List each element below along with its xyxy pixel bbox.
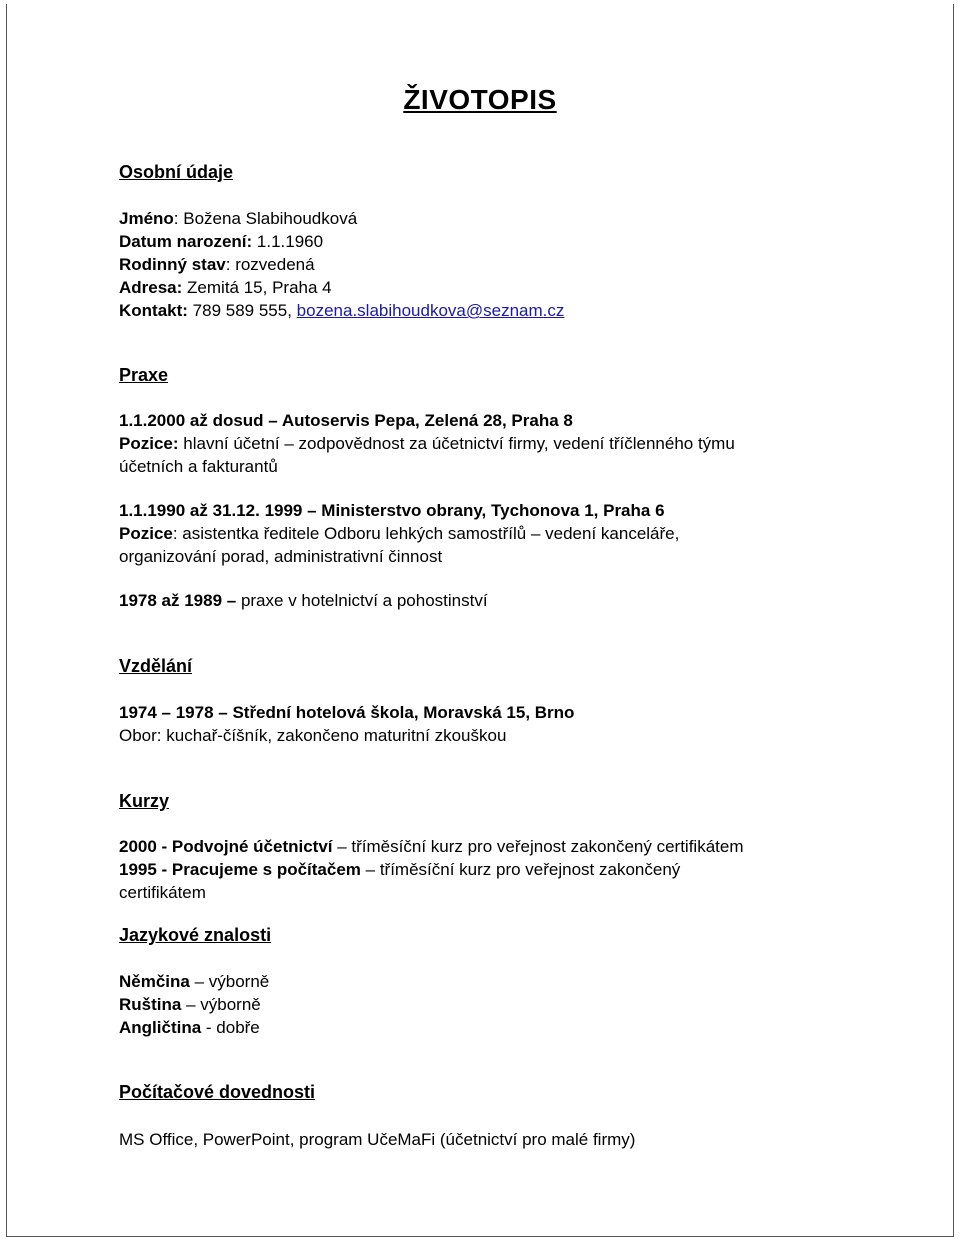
address-value: Zemitá 15, Praha 4 — [182, 278, 332, 297]
language-level: – výborně — [181, 995, 261, 1014]
language-name: Angličtina — [119, 1018, 202, 1037]
section-heading-practice: Praxe — [119, 365, 169, 385]
document-page — [6, 4, 954, 1237]
marital-label: Rodinný stav — [119, 255, 226, 274]
address-label: Adresa: — [119, 278, 183, 297]
contact-line — [119, 299, 564, 322]
job3-text: praxe v hotelnictví a pohostinství — [236, 591, 488, 610]
job1-position-label: Pozice: — [119, 434, 179, 453]
course2-line — [119, 858, 680, 881]
language-name: Ruština — [119, 995, 182, 1014]
language-level: - dobře — [201, 1018, 260, 1037]
language-item — [119, 1016, 260, 1039]
job1-position-text: hlavní účetní – zodpovědnost za účetnictví firmy, vedení tříčlenného týmu — [178, 434, 735, 453]
marital-line — [119, 253, 315, 276]
job3-line — [119, 589, 488, 612]
name-label: Jméno — [119, 209, 174, 228]
language-item — [119, 970, 269, 993]
address-line — [119, 276, 332, 299]
marital-value: : rozvedená — [225, 255, 315, 274]
job2-position-line2: organizování porad, administrativní činnost — [119, 547, 443, 566]
job2-position-line1 — [119, 522, 679, 545]
language-item — [119, 993, 261, 1016]
course1-title: 2000 - Podvojné účetnictví — [119, 837, 333, 856]
course1-text: – tříměsíční kurz pro veřejnost zakončený certifikátem — [332, 837, 744, 856]
course2-line2: certifikátem — [119, 883, 206, 902]
email-link[interactable]: bozena.slabihoudkova@seznam.cz — [296, 301, 565, 320]
document-title: ŽIVOTOPIS — [403, 84, 557, 115]
section-heading-courses: Kurzy — [119, 791, 170, 811]
contact-phone: 789 589 555, — [187, 301, 297, 320]
course2-text: – tříměsíční kurz pro veřejnost zakončený — [360, 860, 681, 879]
job2-position-label: Pozice — [119, 524, 173, 543]
name-line — [119, 207, 357, 230]
dob-value: 1.1.1960 — [252, 232, 324, 251]
job3-header: 1978 až 1989 – — [119, 591, 237, 610]
contact-label: Kontakt: — [119, 301, 188, 320]
dob-line — [119, 230, 323, 253]
job2-header: 1.1.1990 až 31.12. 1999 – Ministerstvo obrany, Tychonova 1, Praha 6 — [119, 501, 665, 520]
dob-label: Datum narození: — [119, 232, 253, 251]
section-heading-languages: Jazykové znalosti — [119, 925, 272, 945]
language-level: – výborně — [189, 972, 270, 991]
section-heading-education: Vzdělání — [119, 656, 193, 676]
job1-header: 1.1.2000 až dosud – Autoservis Pepa, Zelená 28, Praha 8 — [119, 411, 573, 430]
section-heading-personal: Osobní údaje — [119, 162, 234, 182]
school-header: 1974 – 1978 – Střední hotelová škola, Moravská 15, Brno — [119, 703, 575, 722]
job2-position-text: : asistentka ředitele Odboru lehkých samostřílů – vedení kanceláře, — [172, 524, 680, 543]
job1-position-line2: účetních a fakturantů — [119, 457, 278, 476]
section-heading-computer: Počítačové dovednosti — [119, 1082, 316, 1102]
course2-title: 1995 - Pracujeme s počítačem — [119, 860, 361, 879]
computer-skills-text: MS Office, PowerPoint, program UčeMaFi (účetnictví pro malé firmy) — [119, 1130, 636, 1149]
name-value: : Božena Slabihoudková — [173, 209, 358, 228]
school-text: Obor: kuchař-číšník, zakončeno maturitní zkouškou — [119, 726, 507, 745]
job1-position-line1 — [119, 432, 735, 455]
course1-line — [119, 835, 744, 858]
language-name: Němčina — [119, 972, 190, 991]
